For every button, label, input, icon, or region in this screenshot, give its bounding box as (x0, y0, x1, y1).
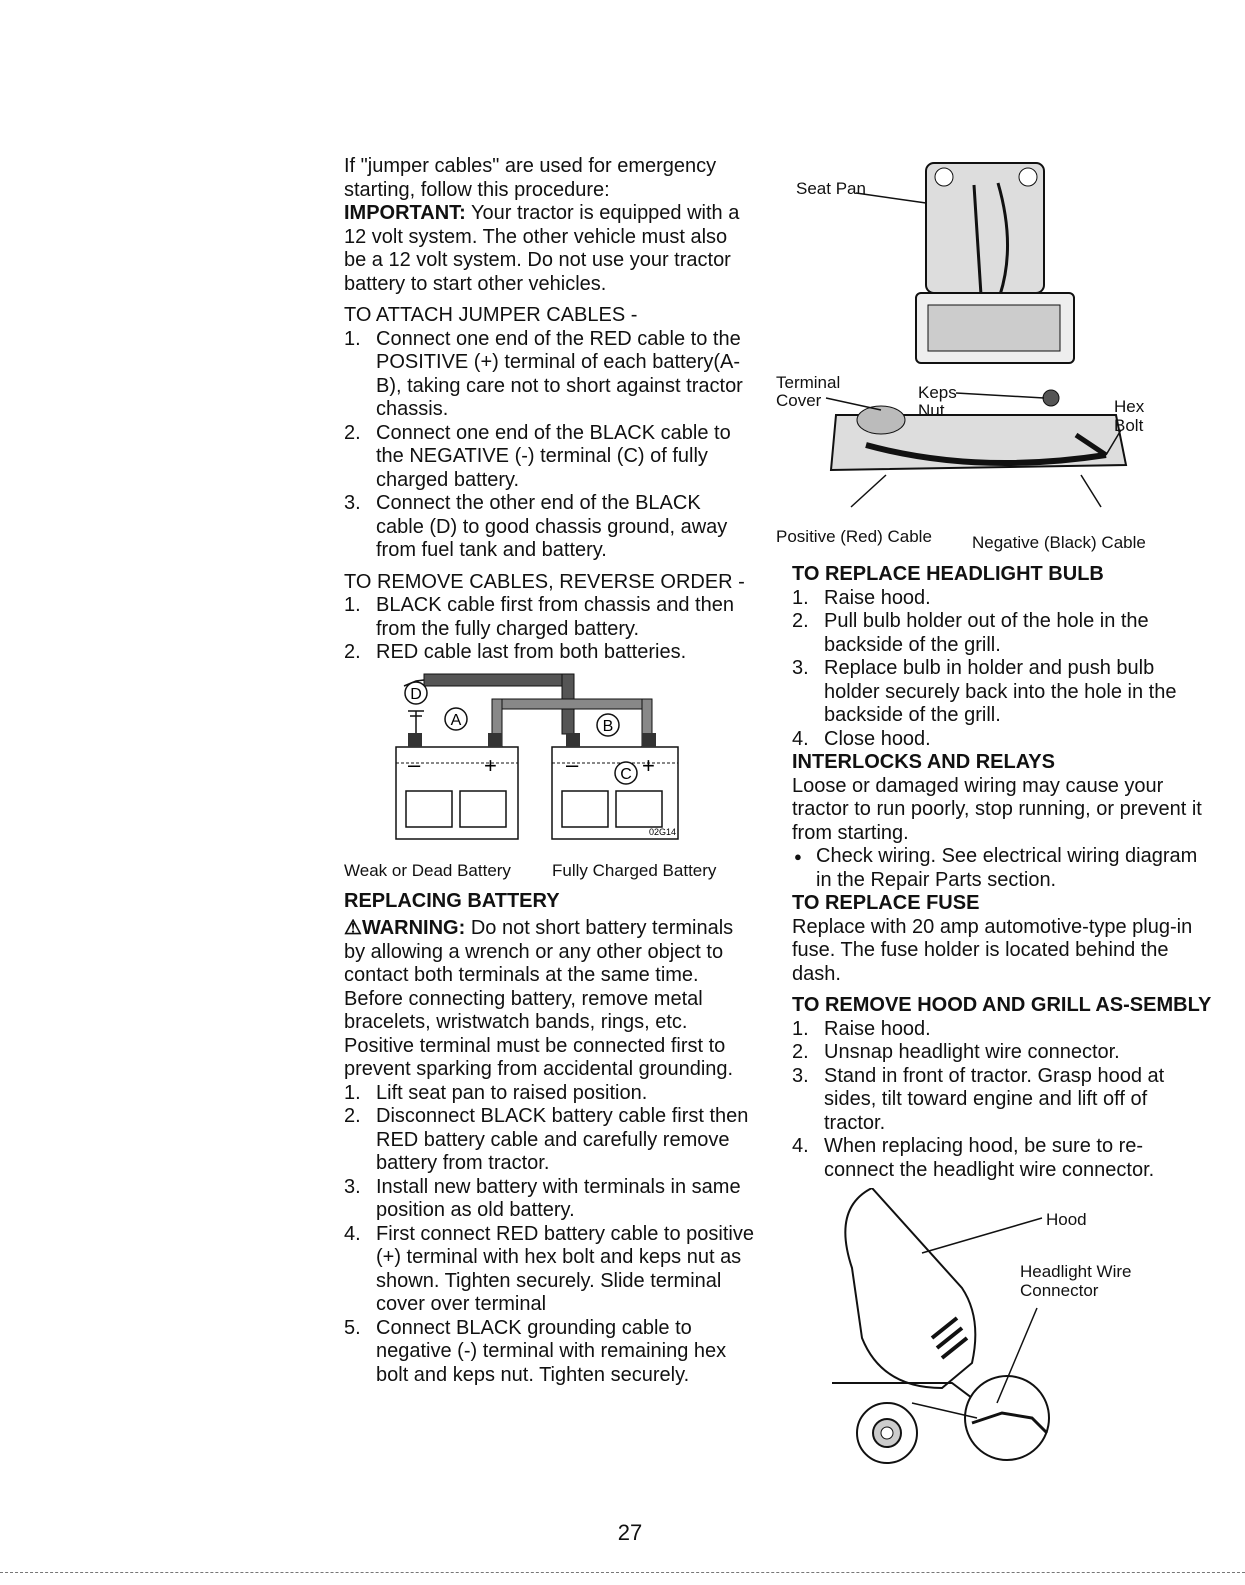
label-keps: Keps (918, 383, 957, 402)
label-a: A (450, 711, 462, 729)
replace-battery-steps (344, 1082, 754, 1388)
fuse-heading: TO REPLACE FUSE (792, 892, 980, 914)
intro-text: If "jumper cables" are used for emergency starting, follow this procedure: (344, 155, 717, 201)
headlight-steps (792, 587, 1212, 752)
fuse-text: Replace with 20 amp automotive-type plug-in fuse. The fuse holder is located behind the dash. (792, 915, 1193, 985)
label-c: C (620, 765, 632, 783)
attach-steps (344, 328, 754, 563)
caption-charged-battery: Fully Charged Battery (552, 860, 717, 880)
svg-text:–: – (566, 751, 579, 777)
left-column (344, 155, 754, 1387)
list-item: 1. Raise hood. (792, 1017, 931, 1040)
hood-figure (792, 1188, 1212, 1478)
battery-terminal-figure (776, 155, 1212, 555)
page-number: 27 (617, 1520, 643, 1545)
right-column (776, 155, 1212, 1478)
battery-terminal-svg (776, 155, 1176, 545)
hood-svg (792, 1188, 1152, 1478)
list-item: 3. Connect the other end of the BLACK cable (D) to good chassis ground, away from fuel tank and battery. (344, 492, 728, 561)
label-cover: Cover (776, 391, 822, 410)
list-item: 4. Close hood. (792, 727, 931, 750)
label-hex: Hex (1114, 397, 1145, 416)
replacing-battery-heading: REPLACING BATTERY (344, 889, 560, 912)
list-item: 2. Unsnap headlight wire connector. (792, 1041, 1120, 1063)
list-item: 2. RED cable last from both batteries. (344, 641, 687, 663)
headlight-heading: TO REPLACE HEADLIGHT BULB (792, 563, 1104, 585)
label-bolt: Bolt (1114, 416, 1144, 435)
svg-text:–: – (408, 751, 421, 777)
interlocks-heading: INTERLOCKS AND RELAYS (792, 751, 1055, 773)
label-terminal: Terminal (776, 373, 841, 392)
svg-text:+: + (642, 752, 655, 778)
label-nut: Nut (918, 401, 945, 420)
warning-text: ⚠WARNING: Do not short battery terminals by allowing a wrench or any other object to contact both terminals at the same time. Before connecting battery, remove metal bracelets, wristwatch bands, rings, etc. (344, 917, 734, 1033)
list-item: 1. Lift seat pan to raised position. (344, 1081, 648, 1104)
label-hood: Hood (1046, 1210, 1087, 1229)
label-positive-cable: Positive (Red) Cable (776, 527, 932, 546)
positive-terminal-note: Positive terminal must be connected first to prevent sparking from accidental grounding. (344, 1034, 734, 1080)
label-seat-pan: Seat Pan (796, 179, 866, 198)
label-connector: Connector (1020, 1281, 1099, 1300)
list-item: 2. Connect one end of the BLACK cable to the NEGATIVE (-) terminal (C) of fully charged battery. (344, 421, 731, 491)
hood-steps (792, 1018, 1212, 1183)
bullet-icon: ● (794, 849, 802, 864)
figure-code: 02G14 (649, 826, 677, 837)
remove-heading: TO REMOVE CABLES, REVERSE ORDER - (344, 570, 745, 593)
list-item: 4. First connect RED battery cable to positive (+) terminal with hex bolt and keps nut as shown. Tighten securely. Slide terminal cover over terminal (344, 1222, 754, 1315)
list-item: 5. Connect BLACK grounding cable to negative (-) terminal with remaining hex bolt and keps nut. Tighten securely. (344, 1316, 727, 1386)
important-note (344, 202, 754, 296)
label-headlight-wire: Headlight Wire (1020, 1262, 1132, 1281)
warning-icon: ⚠ (344, 917, 362, 939)
important-label: IMPORTANT: (344, 202, 466, 224)
interlocks-bullet: ● Check wiring. See electrical wiring diagram in the Repair Parts section. (794, 845, 1198, 891)
remove-steps (344, 594, 754, 665)
list-item: 3. Replace bulb in holder and push bulb holder securely back into the hole in the backside of the grill. (792, 657, 1177, 726)
list-item: 2. Pull bulb holder out of the hole in the backside of the grill. (792, 610, 1149, 656)
label-negative-cable: Negative (Black) Cable (972, 533, 1146, 552)
attach-heading: TO ATTACH JUMPER CABLES - (344, 304, 638, 326)
label-d: D (410, 685, 422, 703)
svg-text:+: + (484, 752, 497, 778)
hood-heading: TO REMOVE HOOD AND GRILL AS-SEMBLY (792, 994, 1212, 1016)
list-item: 4. When replacing hood, be sure to re-connect the headlight wire connector. (792, 1135, 1155, 1181)
list-item: 1. BLACK cable first from chassis and then from the fully charged battery. (344, 594, 734, 640)
page-bottom-rule (0, 1572, 1245, 1573)
label-b: B (602, 717, 614, 735)
jumper-battery-diagram (344, 671, 754, 886)
important-text: Your tractor is equipped with a 12 volt system. The other vehicle must also be a 12 volt system. Do not use your tractor battery to start other vehicles. (344, 202, 740, 295)
list-item: 3. Install new battery with terminals in same position as old battery. (344, 1175, 741, 1221)
warning-label: ⚠WARNING: (344, 917, 466, 939)
caption-weak-battery: Weak or Dead Battery (344, 860, 511, 880)
interlocks-text: Loose or damaged wiring may cause your tractor to run poorly, stop running, or prevent it from starting. (792, 774, 1202, 844)
list-item: 1. Raise hood. (792, 586, 931, 609)
list-item: 3. Stand in front of tractor. Grasp hood at sides, tilt toward engine and lift off of tractor. (792, 1064, 1165, 1134)
jumper-diagram-svg (344, 671, 744, 861)
list-item: 2. Disconnect BLACK battery cable first then RED battery cable and carefully remove battery from tractor. (344, 1105, 749, 1174)
list-item: 1. Connect one end of the RED cable to the POSITIVE (+) terminal of each battery(A-B), taking care not to short against tractor chassis. (344, 327, 743, 420)
